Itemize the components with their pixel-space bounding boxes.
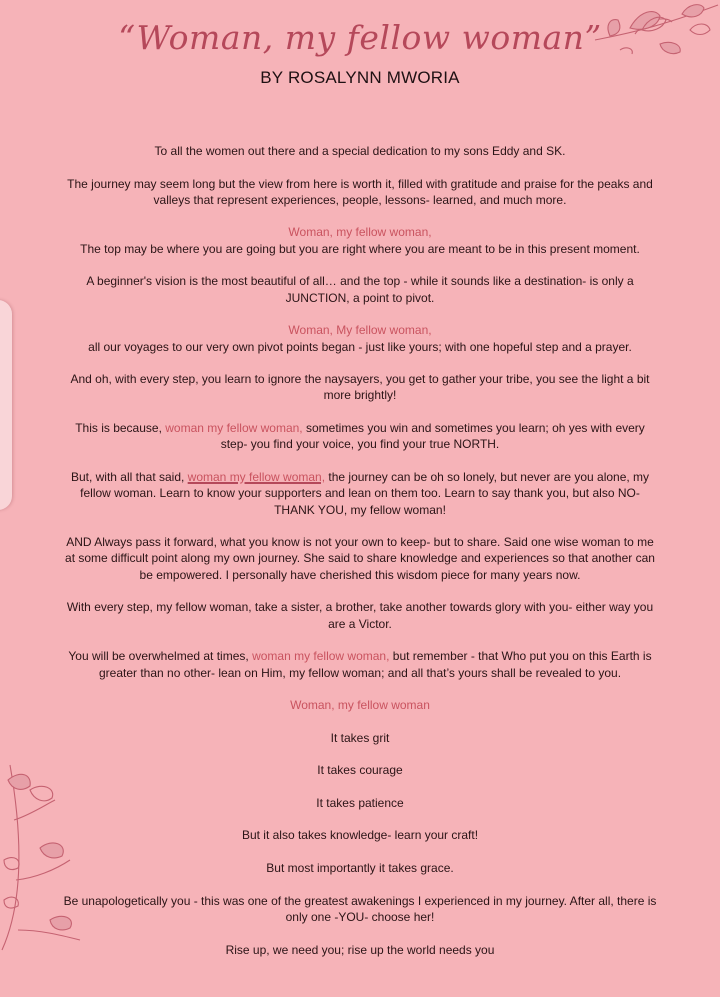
courage-line: It takes courage (317, 763, 403, 778)
top-paragraph (62, 224, 658, 257)
page-title: “Woman, my fellow woman” (118, 18, 602, 57)
paragraph-text: The top may be where you are going but you are right where you are meant to be in this present moment. (80, 241, 640, 256)
dedication-paragraph: To all the women out there and a special dedication to my sons Eddy and SK. (154, 144, 566, 158)
paragraph-text: You will be overwhelmed at times, (68, 649, 253, 664)
north-paragraph (62, 420, 658, 453)
journey-paragraph: The journey may seem long but the view from here is worth it, filled with gratitude and praise for the peaks and valleys that represent experiences, people, lessons- learned, and much more. (67, 176, 653, 207)
lonely-paragraph (62, 469, 658, 518)
paragraph-text: But, with all that said, (70, 469, 188, 484)
grit-line: It takes grit (330, 730, 390, 745)
paragraph-text: all our voyages to our very own pivot points began - just like yours; with one hopeful step and a prayer. (88, 339, 632, 354)
pass-forward-paragraph: AND Always pass it forward, what you know is not your own to keep- but to share. Said one wise woman to me at some difficult point along my own journey. She said to share knowledge and experiences so that another can be empowered. I personally have cherished this wisdom piece for many years now. (65, 535, 655, 582)
refrain-text: Woman, my fellow woman, (288, 225, 432, 240)
refrain-link[interactable]: woman my fellow woman, (187, 469, 326, 484)
refrain-text: woman my fellow woman, (252, 649, 390, 664)
author-byline: BY ROSALYNN MWORIA (260, 68, 460, 87)
side-panel-handle[interactable] (0, 300, 12, 510)
vision-paragraph: A beginner's vision is the most beautiful of all… and the top - while it sounds like a destination- is only a JUNCTION, a point to pivot. (86, 274, 634, 305)
victor-paragraph: With every step, my fellow woman, take a sister, a brother, take another towards glory with you- either way you are a Victor. (66, 600, 654, 631)
paragraph-text: but remember - that Who put you on this Earth is greater than no other- lean on Him, my fellow woman; and all that’s yours shall be revealed to you. (98, 649, 652, 680)
grace-line: But most importantly it takes grace. (266, 861, 454, 876)
refrain-line: Woman, my fellow woman (290, 698, 430, 713)
naysayers-paragraph: And oh, with every step, you learn to ignore the naysayers, you get to gather your tribe, you see the light a bit more brightly! (70, 372, 650, 403)
paragraph-text: sometimes you win and sometimes you learn; oh yes with every step- you find your voice, you find your true NORTH. (220, 421, 645, 452)
voyages-paragraph (62, 322, 658, 355)
refrain-text: Woman, My fellow woman, (288, 323, 432, 338)
poem-body (62, 143, 658, 974)
knowledge-line: But it also takes knowledge- learn your craft! (241, 828, 479, 843)
refrain-text: woman my fellow woman, (165, 421, 303, 436)
paragraph-text: This is because, (75, 421, 166, 436)
paragraph-text: the journey can be oh so lonely, but never are you alone, my fellow woman. Learn to know your supporters and lean on them too. Learn to say thank you, but also NO-THANK YOU, my fellow woman! (80, 469, 650, 517)
unapologetic-paragraph: Be unapologetically you - this was one of the greatest awakenings I experienced in my journey. After all, there is only one -YOU- choose her! (63, 893, 657, 924)
rise-up-line: Rise up, we need you; rise up the world needs you (225, 942, 495, 957)
overwhelmed-paragraph (62, 648, 658, 681)
patience-line: It takes patience (316, 795, 404, 810)
